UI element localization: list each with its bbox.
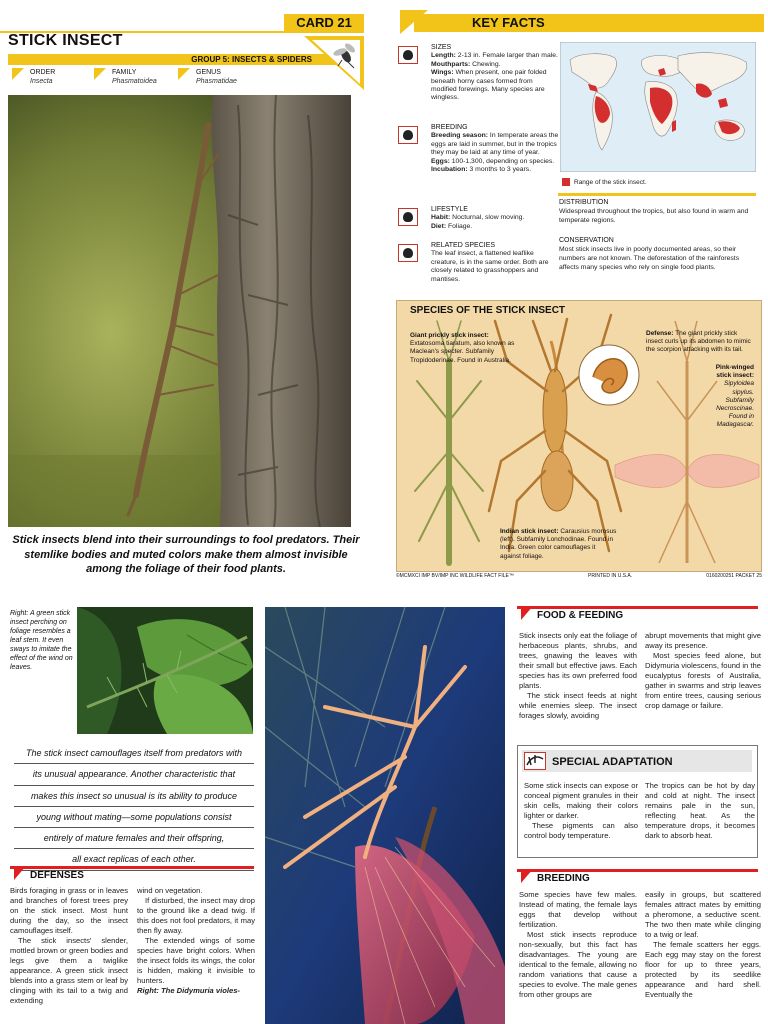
genus-label: GENUS (196, 69, 221, 76)
related-heading: RELATED SPECIES (431, 242, 496, 249)
genus-marker-icon (178, 68, 190, 80)
paragraph: The stick insects' slender, mottled brown or green bodies and legs give them a twiglike appearance. A green stick insect blends into a grass stem or leaf by clinging with its tail to a twig and extending (10, 936, 128, 1005)
printed-text: PRINTED IN U.S.A. (587, 573, 633, 579)
genus-value: Phasmatidae (196, 78, 237, 85)
defenses-column-1 (10, 886, 128, 1006)
sizes-block (431, 44, 559, 103)
stick-insect-on-bark-photo (8, 95, 351, 527)
breeding-season-value: In temperate areas the eggs are laid in summer, but in the tropics they may be laid at any time of year. (431, 132, 559, 157)
page-title: STICK INSECT (8, 32, 123, 49)
map-divider (558, 193, 756, 196)
taxonomy-family (90, 68, 157, 86)
insect-group-icon (304, 34, 364, 90)
eggs-value: 100-1,300, depending on species. (449, 157, 555, 165)
taxonomy-genus (174, 68, 237, 86)
defenses-column-2 (137, 886, 255, 996)
indian-text: Carausius morosus (left). Subfamily Lonchodinae. Found in India. Green color camouflages it against foliage. (500, 528, 617, 560)
wings-key: Wings: (431, 69, 454, 77)
related-species-icon (398, 244, 418, 262)
paragraph: If disturbed, the insect may drop to the ground like a dead twig. If this does not fool predators, it may then fly away. (137, 896, 255, 935)
family-value: Phasmatoidea (112, 78, 157, 85)
paragraph: Birds foraging in grass or in leaves and branches of forest trees prey on the stick insect. Most hunt during the day, so the insect camouflages itself. (10, 886, 128, 935)
paragraph: The tropics can be hot by day and cold at night. The insect remains pale in the sun, reflecting heat. As the temperature drops, it becomes dark to absorb heat. (645, 781, 755, 840)
breeding-column-2 (645, 890, 761, 1024)
sizes-heading: SIZES (431, 44, 452, 51)
paragraph: Stick insects only eat the foliage of herbaceous plants, shrubs, and trees, gnawing the leaves with their small but effective jaws. Each species has its own preferred food plants. (519, 631, 637, 690)
order-marker-icon (12, 68, 24, 80)
giant-name: Giant prickly stick insect: (410, 332, 489, 339)
mouthparts-value: Chewing. (470, 60, 501, 68)
lifestyle-block (431, 206, 559, 231)
defenses-marker-icon (14, 866, 26, 880)
packet-number: 0160200251 PACKET 25 (706, 573, 762, 579)
order-value: Insecta (30, 78, 53, 85)
paragraph: easily in groups, but scattered females attract mates by emitting a pheromone, a seductive scent. The two then mate while clinging to a twig or leaf. (645, 890, 761, 939)
defense-text: The giant prickly stick insect curls up its abdomen to mimic the scorpion attacking with its tail. (646, 330, 751, 354)
defenses-header (10, 866, 254, 880)
paragraph: Most species feed alone, but Didymuria violescens, found in the eucalyptus forests of Australia, gather in swarms and strip leaves from entire trees, causing serious crop damage or failure. (645, 651, 761, 710)
defense-name: Defense: (646, 330, 674, 337)
paragraph: abrupt movements that might give away its presence. (645, 631, 761, 650)
paragraph: Some species have few males. Instead of mating, the female lays eggs that develop without fertilization. (519, 890, 637, 929)
special-column-2 (645, 781, 755, 841)
copyright-text: ©MCMXCI IMP BV/IMP INC WILDLIFE FACT FILE™ (396, 573, 514, 579)
lifestyle-heading: LIFESTYLE (431, 206, 468, 213)
size-value: 2-13 in. Female larger than male. (455, 52, 558, 60)
pink-name: Pink-winged stick insect: (715, 364, 754, 380)
related-species-block (431, 242, 559, 284)
green-stick-insect-photo (77, 607, 253, 734)
species-section-title: SPECIES OF THE STICK INSECT (410, 305, 566, 316)
special-column-1 (524, 781, 638, 841)
size-key: Length: (431, 52, 456, 60)
intro-line: entirely of mature females and their offspring, (14, 828, 254, 849)
conservation-block (559, 236, 759, 272)
diet-key: Diet: (431, 222, 447, 230)
intro-line: makes this insect so unusual is its ability to produce (14, 786, 254, 807)
lifestyle-icon (398, 208, 418, 226)
paragraph: wind on vegetation. (137, 886, 203, 895)
giant-text: Extatosoma tiaratum, also known as Maclean's specter. Subfamily Tropidoderinae. Found in Australia. (410, 340, 515, 364)
paragraph: The female scatters her eggs. Each egg may stay on the forest floor for up to three years, protected by its seedlike appearance and hard shell. Eventually the (645, 940, 761, 999)
adaptation-icon (524, 752, 546, 770)
intro-line: The stick insect camouflages itself from predators with (14, 743, 254, 764)
distribution-block (559, 198, 759, 225)
family-label: FAMILY (112, 69, 137, 76)
intro-lined-text (14, 743, 254, 871)
intro-line: its unusual appearance. Another characteristic that (14, 764, 254, 785)
intro-line: all exact replicas of each other. (14, 849, 254, 870)
intro-line: young without mating—some populations consist (14, 807, 254, 828)
sizes-icon (398, 46, 418, 64)
habit-value: Nocturnal, slow moving. (450, 214, 525, 222)
breeding-season-key: Breeding season: (431, 132, 489, 140)
food-marker-icon (521, 606, 533, 620)
related-text: The leaf insect, a flattened leaflike creature, is in the same order. Both are closely related to grasshoppers and mantises. (431, 250, 549, 283)
habit-key: Habit: (431, 214, 451, 222)
breeding-section-heading: BREEDING (537, 873, 590, 884)
indian-caption (500, 528, 618, 561)
range-world-map (560, 42, 756, 172)
wings-value: When present, one pair folded beneath horny cases formed from modified forewings. Many species are wingless. (431, 69, 547, 102)
order-label: ORDER (30, 69, 56, 76)
food-heading: FOOD & FEEDING (537, 610, 624, 621)
indian-name: Indian stick insect: (500, 528, 559, 535)
conservation-heading: CONSERVATION (559, 237, 614, 244)
pink-text: Sipyloidea sipylus. Subfamily Necroscinae. Found in Madagascar. (716, 380, 754, 429)
paragraph: The extended wings of some species have bright colors. When the insect folds its wings, the color is hidden, making it invisible to hunters. (137, 936, 255, 985)
paragraph: Some stick insects can expose or conceal pigment granules in their skin cells, making their colors lighter or darker. (524, 781, 638, 820)
breeding-heading: BREEDING (431, 124, 468, 131)
defense-caption (646, 330, 756, 355)
pink-winged-stick-insect-illustration (615, 321, 759, 563)
photo-caption-start: Right: The Didymuria violes- (137, 986, 240, 995)
food-column-2 (645, 631, 761, 711)
paragraph: Most stick insects reproduce non-sexually, but this fact has disadvantages. The young are identical to the female, allowing no random variations that cause a species to evolve. The male genes from other groups are (519, 930, 637, 999)
map-legend (562, 178, 647, 187)
range-swatch (562, 178, 570, 186)
incubation-value: 3 months to 3 years. (467, 166, 532, 174)
breeding-marker-icon (521, 869, 533, 883)
taxonomy-order (8, 68, 55, 86)
paragraph: The stick insect feeds at night while enemies sleep. The insect forages slowly, avoiding (519, 691, 637, 720)
group-label: GROUP 5: INSECTS & SPIDERS (191, 55, 312, 64)
diet-value: Foliage. (446, 222, 473, 230)
family-marker-icon (94, 68, 106, 80)
distribution-heading: DISTRIBUTION (559, 199, 609, 206)
breeding-block (431, 124, 559, 174)
conservation-text: Most stick insects live in poorly documented areas, so their numbers are not known. The deforestation of the rainforests affects many species who rely on single food plants. (559, 246, 740, 271)
green-insect-caption: Right: A green stick insect perching on foliage resembles a leaf stem. It even sways to imitate the effect of the wind on leaves. (10, 610, 73, 671)
paragraph: These pigments can also control body temperature. (524, 821, 638, 840)
breeding-icon (398, 126, 418, 144)
food-column-1 (519, 631, 637, 721)
breeding-column-1 (519, 890, 637, 1024)
eggs-key: Eggs: (431, 157, 450, 165)
defenses-heading: DEFENSES (30, 870, 84, 881)
pink-winged-caption (712, 364, 754, 430)
distribution-text: Widespread throughout the tropics, but also found in warm and temperate regions. (559, 208, 749, 224)
giant-caption (410, 332, 522, 365)
winged-stick-insect-photo (265, 607, 505, 1024)
card-number-tab: CARD 21 (284, 14, 364, 32)
special-adaptation-heading: SPECIAL ADAPTATION (552, 756, 673, 768)
food-feeding-header (517, 606, 758, 620)
key-facts-header: KEY FACTS (414, 14, 764, 32)
incubation-key: Incubation: (431, 166, 468, 174)
defense-inset-illustration (579, 345, 639, 405)
breeding-header (517, 869, 758, 883)
mouthparts-key: Mouthparts: (431, 60, 471, 68)
map-legend-text: Range of the stick insect. (574, 179, 647, 186)
copyright-line (396, 573, 762, 579)
main-photo-caption: Stick insects blend into their surroundings to fool predators. Their stemlike bodies and muted colors make them almost invisible among the foliage of their food plants. (12, 534, 360, 575)
